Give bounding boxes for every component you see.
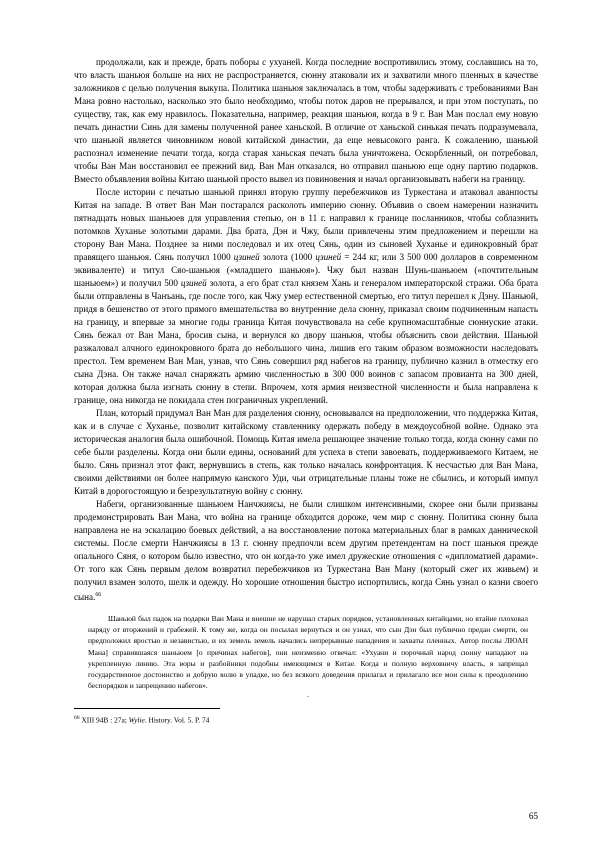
footnote-quote-text: Шаньюй был падок на подарки Ван Мана и внешне не нарушал старых порядков, установленных китайцами, но втайне плоховал наряду от вторжений и грабежей. К тому же, когда он посылал вернуться и он узнал, что сын Дэн был публично предан смерти, он предположил яростью и независтью, и их земель земель начались непрерывные нападения и захваты пленных. Автор послы ЛЮАН Мана] справившаяся шаньюем [о причинах набегов], они неизменно отвечал: «Ухуани и порочный народ сюнну нападают на укрепленную линию. Эта воры и разбойники подобны имеющимся в Китае. Когда и полную верховничу власть, я запрещал государственное достоинство и добрую волю в упадке, но без всякого доведения прилагал и прилагало все мои силы к преодолению беспорядков и запрещению набегов». <box>88 614 528 691</box>
page-number: 65 <box>528 811 538 821</box>
footnote-separator-dot: . <box>307 690 309 700</box>
paragraph-2: После истории с печатью шаньюй принял вторую группу перебежчиков из Туркестана и атаковал аванпосты Китая на западе. В ответ Ван Ман постарался расколоть империю сюнну. Объявив о своем намерении назначить пятнадцать новых шаньюев для управления степью, он в 11 г. направил к границе посланников, чтобы соблазнить потомков Хуханье золотыми дарами. Два брата, Дэн и Чжу, были привлечены этим предложением и перешли на сторону Ван Мана. Позднее за ними последовал и их отец Сянь, один из сыновей Хуханье и единокровный брат правящего шаньюя. Сянь получил 1000 цзиней золота (1000 цзиней = 244 кг, или 3 500 000 долларов в современном эквиваленте) и титул Сяо-шаньюя («младшего шаньюя»). Чжу был назван Шунь-шаньюем («почтительным шаньюем») и получил 500 цзиней золота, а его брат стал князем Хань и генералом императорской стражи. Оба брата были отправлены в Чанъань, где после того, как Чжу умер естественной смертью, его титул перешел к Дэну. Шаньюй, придя в бешенство от этого прямого вмешательства во внутренние дела сюнну, приказал своим подчиненным напасть на границу, и впервые за многие годы граница Китая почувствовала на себе крупномасштабные сюннуские атаки. Сянь бежал от Ван Мана, бросив сына, и вернулся ко двору шаньюя, чтобы объяснить свои действия. Шаньюй разжаловал алчного единокровного брата до небольшого чина, лишив его таким образом возможности наследовать престол. Тем временем Ван Ман, узнав, что Сянь совершил ряд набегов на границу, публично казнил в отместку его сына Дэна. Он также начал снаряжать армию численностью в 300 000 воинов с запасом провианта на 300 дней, которая должна была изгнать сюнну в степи. Впрочем, хотя армия неизвестной численности и была направлена к границе, она никогда не покидала стен пограничных укреплений. <box>74 187 538 405</box>
footnote-citation-prefix: XIII 94В : 27a; <box>81 715 129 725</box>
paragraph-1: продолжали, как и прежде, брать поборы с ухуаней. Когда последние воспротивились этому, сославшись на то, что власть шаньюя больше на них не распространяется, сюнну атаковали их и захватили много пленных в качестве заложников с целью получения выкупа. Политика шаньюя заключалась в том, чтобы задерживать с требованиями Ван Мана ровно настолько, насколько это было необходимо, чтобы поток даров не прерывался, и при этом поступать, по существу, так, как ему нравилось. Показательна, например, реакция шаньюя, когда в 9 г. Ван Ман послал ему новую печать династии Синь для замены полученной ранее ханьской. В отличие от ханьской синькая печать подразумевала, что шаньюй является чиновником новой китайской династии, да еще невысокого ранга. К сожалению, шаньюй распознал изменение печати тогда, когда старая ханьская печать была уничтожена. Оскорбленный, он потребовал, чтобы Ван Ман восстановил ее прежний вид. Ван Ман отказался, но отправил шаньюю еще одну партию подарков. Вместо объявления войны Китаю шаньюй просто вывел из повиновения и начал организовывать набеги на границу. <box>74 57 538 184</box>
footnote-citation-suffix: . History. Vol. 5. P. 74 <box>144 715 210 725</box>
paragraph-3: План, который придумал Ван Ман для разделения сюнну, основывался на предположении, что поддержка Китая, как и в случае с Хуханье, позволит китайскому ставленнику одержать победу в междоусобной войне. Однако эта историческая аналогия была ошибочной. Помощь Китая имела решающее значение только тогда, когда сюнну сами по себе были разделены. Когда они были едины, оснований для успеха в степи завоевать, поддерживаемого Китаем, не было. Сянь признал этот факт, вернувшись в степь, как только началась конфронтация. К несчастью для Ван Мана, своими действиями он более напрямую канского Уди, чьи отрицательные планы тоже не сбылись, и который импул Китай в дорогостоящую и безрезультатную войну с сюнну. <box>74 408 538 496</box>
footnote-quote-block <box>74 613 538 698</box>
body-text <box>74 56 538 604</box>
footnote-reference-marker: 66 <box>95 592 102 598</box>
footnote-rule <box>74 708 220 709</box>
footnote-citation-italic: Wylie <box>128 715 145 725</box>
paragraph-4: Набеги, организованные шаньюем Нанчжиясы, не были слишком интенсивными, скорее они были призваны продемонстрировать Ван Мана, что война на границе обходится дороже, чем мир с сюнну. Политика сюнну была направлена не на эскалацию боевых действий, а на восстановление потока материальных благ в рамках даннической системы. После смерти Нанчжиясы в 13 г. сюнну предпочли всем другим претендентам на пост шаньюя прежде опального Сяня, о котором было известно, что он когда-то уже имел дружеские отношения с «дипломатией дарами». От того как Сянь первым делом возвратил перебежчиков из Туркестана Ван Ману (который сжег их живьем) и получил взамен золото, шелк и одежду. Но хорошие отношения быстро испортились, когда Сянь узнал о казни своего сына.$^{66}$ <box>74 499 538 603</box>
footnote-number: 66 <box>74 715 80 722</box>
footnote-citation <box>74 713 538 725</box>
